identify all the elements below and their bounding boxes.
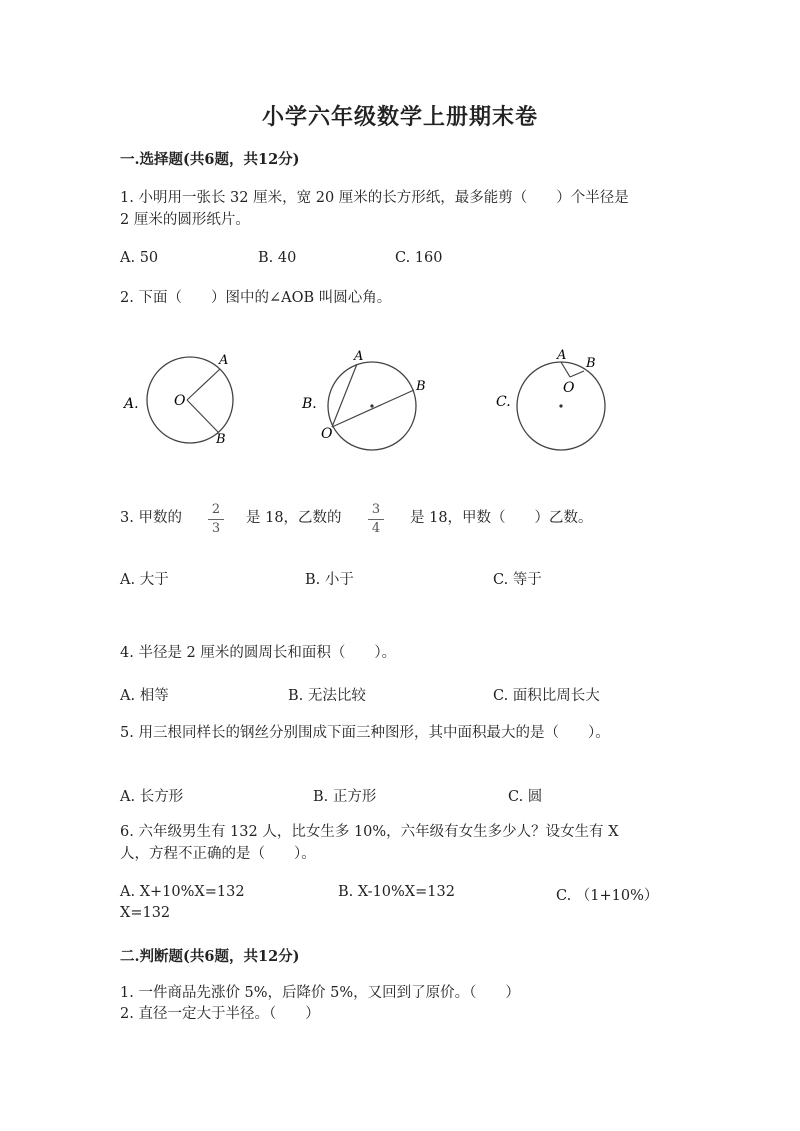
fraction-three-quarters (368, 502, 384, 537)
q5-option-a: A. 长方形 (120, 789, 184, 805)
figure-a-label-o: O (174, 393, 186, 409)
section-heading-judgment: 二.判断题(共6题，共12分) (120, 948, 300, 965)
center-dot-c (559, 404, 562, 407)
segment-ao-c (561, 362, 570, 377)
q6-text-line2: 人，方程不正确的是（ ）。 (120, 846, 316, 862)
q3-option-a: A. 大于 (120, 572, 169, 588)
q4-option-b: B. 无法比较 (288, 688, 366, 704)
q1-option-c: C. 160 (395, 250, 443, 266)
fraction-numerator: 3 (371, 502, 381, 517)
figure-b-label-b: B (416, 379, 426, 394)
fraction-numerator: 2 (211, 502, 221, 517)
figure-c-option-label: C. (496, 394, 511, 410)
q4-option-c: C. 面积比周长大 (493, 688, 600, 704)
figure-c-label-o: O (563, 380, 575, 396)
figure-b-label-o: O (321, 426, 333, 442)
figure-c-label-a: A (557, 348, 567, 363)
figure-a-label-a: A (219, 353, 229, 368)
section-heading-choice: 一.选择题(共6题，共12分) (120, 151, 300, 168)
segment-ob-c (570, 371, 584, 377)
q1-text-line2: 2 厘米的圆形纸片。 (120, 212, 250, 228)
circle-a (147, 357, 233, 443)
figure-c-label-b: B (586, 356, 596, 371)
q6-option-c-continued: X=132 (120, 905, 171, 921)
figure-a (122, 353, 233, 447)
q5-option-c: C. 圆 (508, 789, 543, 805)
q2-text: 2. 下面（ ）图中的∠AOB 叫圆心角。 (120, 290, 392, 306)
q1-text-line1: 1. 小明用一张长 32 厘米，宽 20 厘米的长方形纸，最多能剪（ ）个半径是 (120, 190, 629, 206)
q6-option-a: A. X+10%X=132 (120, 884, 245, 900)
judgment-q1-text: 1. 一件商品先涨价 5%，后降价 5%，又回到了原价。（ ） (120, 985, 520, 1001)
q3-text-part2: 是 18，乙数的 (246, 510, 342, 526)
q6-option-b: B. X-10%X=132 (338, 884, 455, 900)
q3-option-c: C. 等于 (493, 572, 542, 588)
q3-option-b: B. 小于 (305, 572, 354, 588)
fraction-denominator: 4 (371, 521, 381, 536)
q6-text-line1: 6. 六年级男生有 132 人，比女生多 10%，六年级有女生多少人？设女生有 X (120, 824, 619, 840)
figure-b (301, 349, 426, 450)
radius-ob-a (187, 400, 218, 432)
figure-c (496, 348, 605, 450)
fraction-bar (208, 519, 224, 520)
center-dot-b (370, 404, 373, 407)
figure-b-label-a: A (354, 349, 364, 364)
q3-text-part3: 是 18，甲数（ ）乙数。 (410, 510, 593, 526)
circle-figures (110, 340, 630, 460)
q5-option-b: B. 正方形 (313, 789, 377, 805)
q4-text: 4. 半径是 2 厘米的圆周长和面积（ ）。 (120, 645, 397, 661)
judgment-q2-text: 2. 直径一定大于半径。（ ） (120, 1006, 320, 1022)
q1-option-b: B. 40 (258, 250, 297, 266)
fraction-bar (368, 519, 384, 520)
figure-b-option-label: B. (302, 396, 317, 412)
fraction-two-thirds (208, 502, 224, 537)
page-title: 小学六年级数学上册期末卷 (261, 104, 538, 130)
q6-option-c: C. （1+10%） (556, 888, 659, 904)
q4-option-a: A. 相等 (120, 688, 169, 704)
figure-a-label-b: B (216, 432, 226, 447)
figure-a-option-label: A. (124, 396, 139, 412)
q1-option-a: A. 50 (120, 250, 159, 266)
q3-text-part1: 3. 甲数的 (120, 510, 182, 526)
fraction-denominator: 3 (211, 521, 221, 536)
radius-oa-a (187, 369, 220, 400)
q5-text: 5. 用三根同样长的钢丝分别围成下面三种图形，其中面积最大的是（ ）。 (120, 725, 610, 741)
